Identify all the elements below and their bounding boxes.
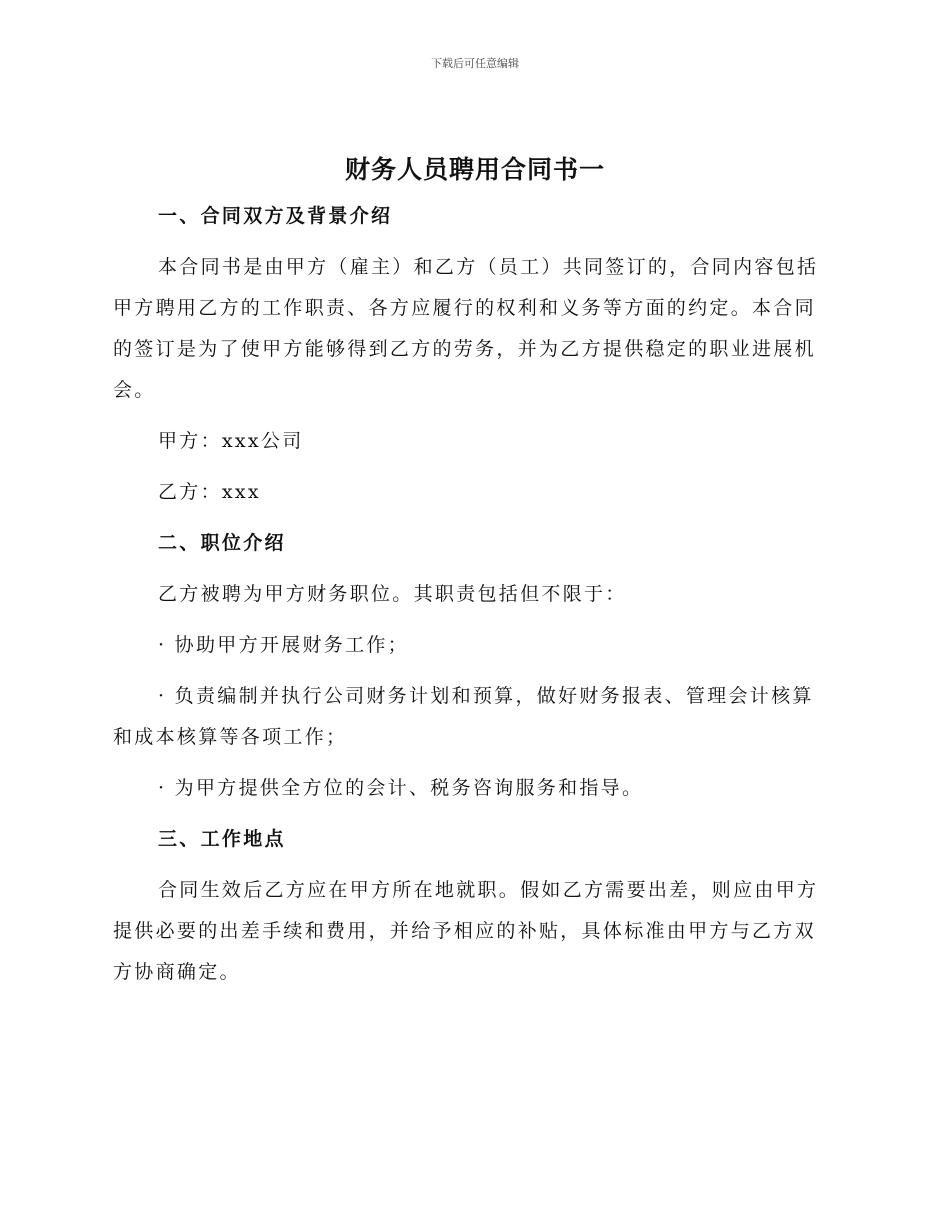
section-paragraph-position: 乙方被聘为甲方财务职位。其职责包括但不限于： xyxy=(158,583,627,605)
document-title: 财务人员聘用合同书一 xyxy=(344,155,605,184)
duty-list-item: · 协助甲方开展财务工作； xyxy=(158,634,409,656)
section-paragraph-background: 本合同书是由甲方（雇主）和乙方（员工）共同签订的，合同内容包括甲方聘用乙方的工作职责、各方应履行的权利和义务等方面的约定。本合同的签订是为了使甲方能够得到乙方的劳务，并为乙方提供稳定的职业进展机会。 xyxy=(113,256,819,401)
party-b-line: 乙方：xxx xyxy=(158,481,261,503)
page-header-note: 下载后可任意编辑 xyxy=(431,57,519,70)
duty-list-item: · 负责编制并执行公司财务计划和预算，做好财务报表、管理会计核算和成本核算等各项工作； xyxy=(113,685,814,748)
section-paragraph-location: 合同生效后乙方应在甲方所在地就职。假如乙方需要出差，则应由甲方提供必要的出差手续和费用，并给予相应的补贴，具体标准由甲方与乙方双方协商确定。 xyxy=(113,879,819,983)
section-heading-location: 三、工作地点 xyxy=(158,828,286,850)
section-heading-parties: 一、合同双方及背景介绍 xyxy=(158,205,393,227)
party-a-line: 甲方：xxx公司 xyxy=(158,430,304,452)
document-body xyxy=(113,196,825,1003)
section-heading-position: 二、职位介绍 xyxy=(158,532,286,554)
duty-list-item: · 为甲方提供全方位的会计、税务咨询服务和指导。 xyxy=(158,777,644,799)
